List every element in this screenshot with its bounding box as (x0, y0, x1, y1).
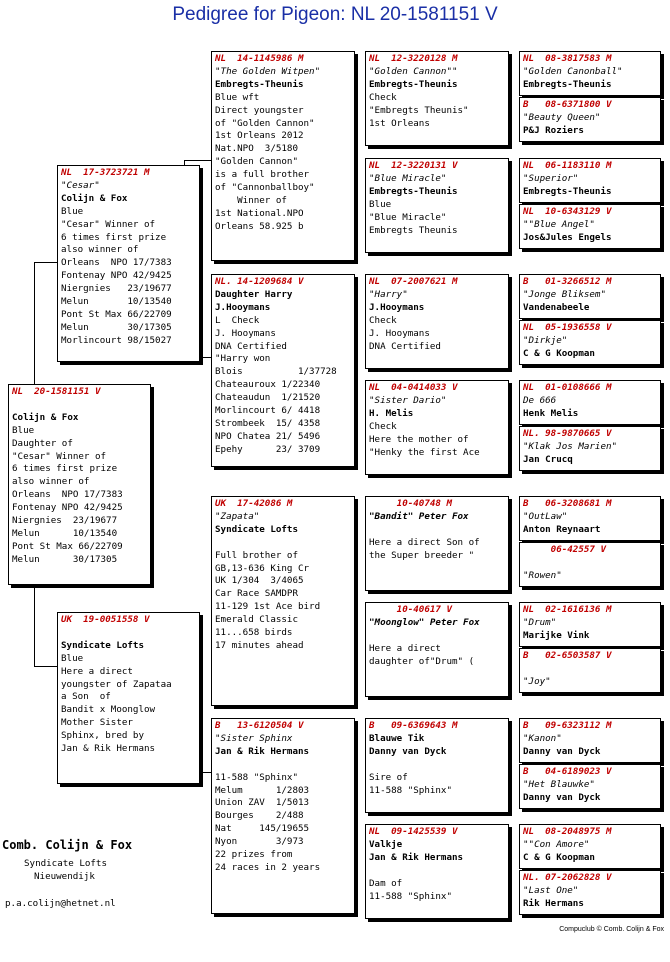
ring-number: NL 08-2048975 M (523, 826, 612, 837)
ring-number: NL 09-1425539 V (369, 826, 458, 837)
pigeon-name: "OutLaw" (523, 510, 568, 522)
ring-number: NL 07-2007621 M (369, 276, 458, 287)
ring-number: B 08-6371800 V (523, 99, 612, 110)
ancestor-box: NL 05-1936558 V "Dirkje" C & G Koopman (519, 320, 661, 365)
credit-text: Compuclub © Comb. Colijn & Fox (559, 926, 664, 933)
ring-number: 10-40748 M (369, 498, 452, 509)
ring-number: B 01-3266512 M (523, 276, 612, 287)
ring-number: NL 14-1145986 M (215, 53, 304, 64)
pigeon-name: "Drum" (523, 616, 557, 628)
connector-line (34, 666, 58, 667)
connector-line (34, 585, 35, 666)
page-title: Pedigree for Pigeon: NL 20-1581151 V (172, 4, 498, 25)
owner-line: Syndicate Lofts (24, 858, 107, 869)
ring-number: NL. 14-1209684 V (215, 276, 304, 287)
grandparent-box: B 13-6120504 V "Sister Sphinx Jan & Rik Hermans 11-588 "Sphinx" Melum 1/2803 Union ZAV 1/5013 Bourges 2/488 Nat 145/19655 Nyon 3/973 22 prizes from 24 races in 2 years (211, 718, 355, 914)
great-grandparent-box: 10-40617 V "Moonglow" Peter Fox Here a direct daughter of"Drum" ( (365, 602, 509, 697)
owner-name: Comb. Colijn & Fox (2, 838, 133, 852)
pigeon-name: "Het Blauwke" (523, 778, 595, 790)
great-grandparent-box: NL 09-1425539 V Valkje Jan & Rik Hermans Dam of 11-588 "Sphinx" (365, 824, 509, 919)
grandparent-box: UK 17-42086 M "Zapata" Syndicate Lofts Full brother of GB,13-636 King Cr UK 1/304 3/4065 Car Race SAMDPR 11-129 1st Ace bird Emerald Classic 11...658 birds 17 minutes ahead (211, 496, 355, 706)
ring-number: NL 06-1183110 M (523, 160, 612, 171)
ancestor-box: B 04-6189023 V "Het Blauwke" Danny van Dyck (519, 764, 661, 809)
connector-line (34, 262, 58, 263)
sire-box: NL 17-3723721 M "Cesar" Colijn & Fox Blue "Cesar" Winner of 6 times first prize also winner of Orleans NPO 17/7383 Fontenay NPO 42/9425 Niergnies 23/19677 Melun 10/13540 Pont St Max 66/22709 Melun 30/17305 Morlincourt 98/15027 (57, 165, 200, 362)
pigeon-name: "Zapata" (215, 510, 260, 522)
pigeon-name: ""Blue Angel" (523, 218, 595, 230)
connector-line (184, 160, 212, 161)
ancestor-box: NL 08-2048975 M ""Con Amore" C & G Koopman (519, 824, 661, 869)
ancestor-box: B 08-6371800 V "Beauty Queen" P&J Roziers (519, 97, 661, 142)
ring-number: B 06-3208681 M (523, 498, 612, 509)
pigeon-name: "Cesar" (61, 179, 100, 191)
ancestor-box: NL. 07-2062828 V "Last One" Rik Hermans (519, 870, 661, 915)
pigeon-name: ""Con Amore" (523, 838, 590, 850)
pigeon-name: "Sister Dario" (369, 394, 447, 406)
pigeon-name: "Blue Miracle" (369, 172, 447, 184)
pigeon-name: "Golden Cannon"" (369, 65, 458, 77)
pigeon-name (523, 557, 657, 570)
pigeon-name: "Beauty Queen" (523, 111, 601, 123)
great-grandparent-box: NL 04-0414033 V "Sister Dario" H. Melis Check Here the mother of "Henky the first Ace (365, 380, 509, 475)
grandparent-box: NL. 14-1209684 V Daughter Harry J.Hooymans L Check J. Hooymans DNA Certified "Harry won Blois 1/37728 Chateauroux 1/22340 Chateaudun 1/21520 Morlincourt 6/ 4418 Strombeek 15/ 4358 NPO Chatea 21/ 5496 Epehy 23/ 3709 (211, 274, 355, 467)
ring-number: 06-42557 V (523, 544, 606, 555)
ring-number: NL 04-0414033 V (369, 382, 458, 393)
ring-number: B 02-6503587 V (523, 650, 612, 661)
ring-number: NL 02-1616136 M (523, 604, 612, 615)
pigeon-name: "Harry" (369, 288, 408, 300)
ring-number: NL 12-3220131 V (369, 160, 458, 171)
pigeon-name: De 666 (523, 394, 557, 406)
ring-number: NL 01-0108666 M (523, 382, 612, 393)
pigeon-name: "Klak Jos Marien" (523, 440, 618, 452)
ring-number: 10-40617 V (369, 604, 452, 615)
pigeon-name: "Moonglow" Peter Fox (369, 616, 480, 628)
ring-number: NL 17-3723721 M (61, 167, 150, 178)
ring-number: NL. 98-9870665 V (523, 428, 612, 439)
ring-number: NL 20-1581151 V (12, 386, 101, 397)
ancestor-box: NL. 98-9870665 V "Klak Jos Marien" Jan Crucq (519, 426, 661, 471)
ring-number: B 13-6120504 V (215, 720, 304, 731)
ring-number: UK 17-42086 M (215, 498, 293, 509)
dam-box: UK 19-0051558 V Syndicate Lofts Blue Here a direct youngster of Zapataa a Son of Bandit x Moonglow Mother Sister Sphinx, bred by Jan & Rik Hermans (57, 612, 200, 784)
pedigree-subject: NL 20-1581151 V Colijn & Fox Blue Daughter of "Cesar" Winner of 6 times first prize also winner of Orleans NPO 17/7383 Fontenay NPO 42/9425 Niergnies 23/19677 Melun 10/13540 Pont St Max 66/22709 Melun 30/17305 (8, 384, 151, 585)
great-grandparent-box: 10-40748 M "Bandit" Peter Fox Here a direct Son of the Super breeder " (365, 496, 509, 591)
connector-line (34, 262, 35, 385)
ring-number: NL 10-6343129 V (523, 206, 612, 217)
ancestor-box: NL 02-1616136 M "Drum" Marijke Vink (519, 602, 661, 647)
ring-number: NL. 07-2062828 V (523, 872, 612, 883)
ring-number: NL 12-3220128 M (369, 53, 458, 64)
ancestor-box: 06-42557 V "Rowen" (519, 542, 661, 587)
pigeon-name: "Bandit" Peter Fox (369, 510, 469, 522)
ancestor-box: B 06-3208681 M "OutLaw" Anton Reynaart (519, 496, 661, 541)
ring-number: UK 19-0051558 V (61, 614, 150, 625)
great-grandparent-box: NL 07-2007621 M "Harry" J.Hooymans Check J. Hooymans DNA Certified (365, 274, 509, 369)
ancestor-box: B 09-6323112 M "Kanon" Danny van Dyck (519, 718, 661, 763)
ancestor-box: B 02-6503587 V "Joy" (519, 648, 661, 693)
breeder: Colijn & Fox (12, 411, 79, 423)
pigeon-name: "Dirkje" (523, 334, 568, 346)
ring-number: NL 05-1936558 V (523, 322, 612, 333)
ring-number: B 04-6189023 V (523, 766, 612, 777)
grandparent-box: NL 14-1145986 M "The Golden Witpen" Embregts-Theunis Blue wft Direct youngster of "Golden Cannon" 1st Orleans 2012 Nat.NPO 3/5180 "Golden Cannon" is a full brother of "Cannonballboy" Winner of 1st National.NPO Orleans 58.925 b (211, 51, 355, 261)
pigeon-name: "Superior" (523, 172, 579, 184)
ring-number: B 09-6369643 M (369, 720, 458, 731)
ancestor-box: NL 06-1183110 M "Superior" Embregts-Theunis (519, 158, 661, 203)
ancestor-box: B 01-3266512 M "Jonge Bliksem" Vandenabeele (519, 274, 661, 319)
great-grandparent-box: NL 12-3220131 V "Blue Miracle" Embregts-Theunis Blue "Blue Miracle" Embregts Theunis (365, 158, 509, 253)
ancestor-box: NL 08-3817583 M "Golden Canonball" Embregts-Theunis (519, 51, 661, 96)
pigeon-name: "Sister Sphinx (215, 732, 293, 744)
pigeon-name: "Last One" (523, 884, 579, 896)
pigeon-name (523, 663, 657, 676)
pigeon-name: "The Golden Witpen" (215, 65, 321, 77)
great-grandparent-box: B 09-6369643 M Blauwe Tik Danny van Dyck Sire of 11-588 "Sphinx" (365, 718, 509, 813)
pigeon-name: "Kanon" (523, 732, 562, 744)
great-grandparent-box: NL 12-3220128 M "Golden Cannon"" Embregts-Theunis Check "Embregts Theunis" 1st Orleans (365, 51, 509, 146)
pigeon-name: "Golden Canonball" (523, 65, 623, 77)
owner-email: p.a.colijn@hetnet.nl (5, 898, 116, 909)
ring-number: B 09-6323112 M (523, 720, 612, 731)
ancestor-box: NL 10-6343129 V ""Blue Angel" Jos&Jules Engels (519, 204, 661, 249)
owner-line: Nieuwendijk (34, 871, 95, 882)
ring-number: NL 08-3817583 M (523, 53, 612, 64)
pigeon-name: "Jonge Bliksem" (523, 288, 606, 300)
ancestor-box: NL 01-0108666 M De 666 Henk Melis (519, 380, 661, 425)
